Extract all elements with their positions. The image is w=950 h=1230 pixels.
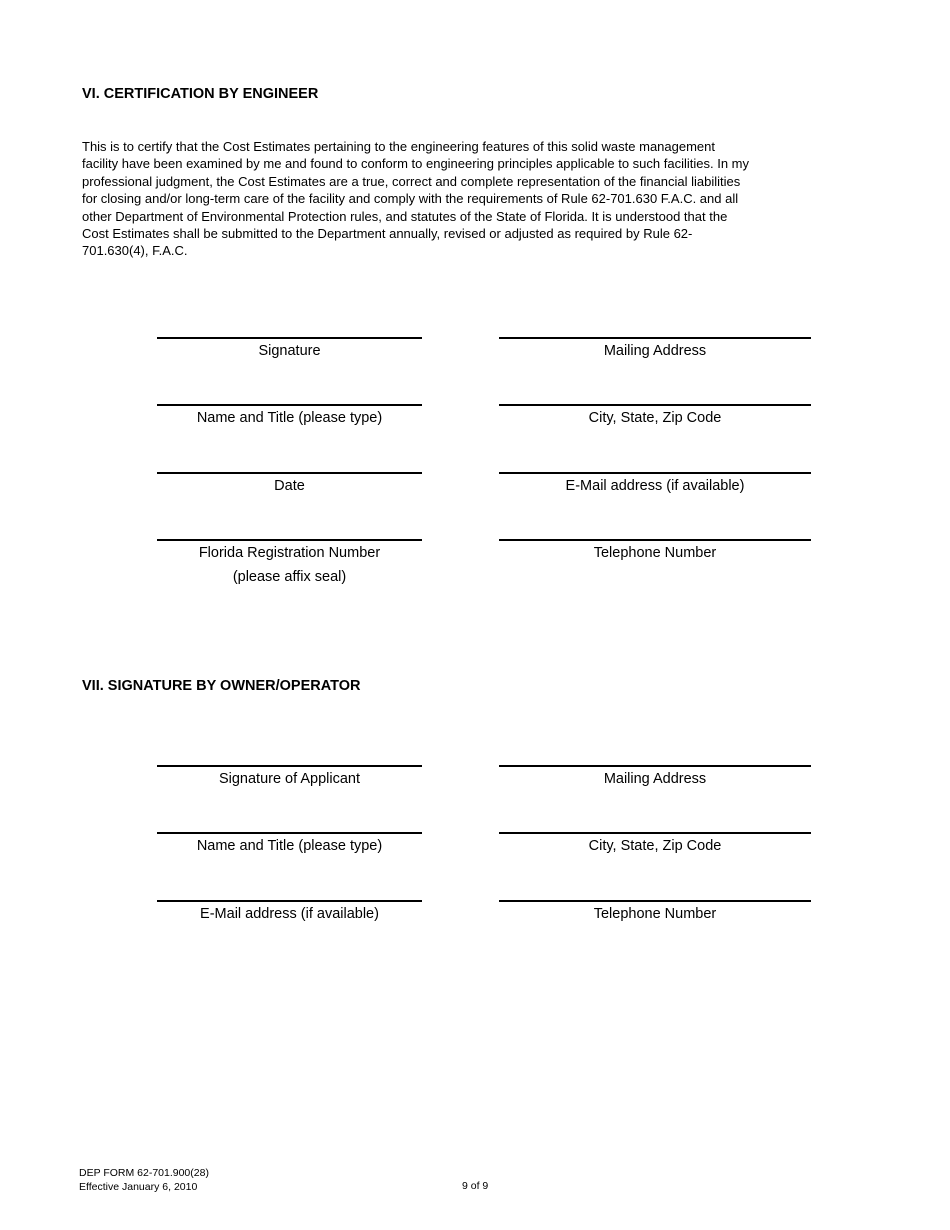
field-sublabel: (please affix seal)	[232, 569, 347, 585]
engineer-email-field[interactable]	[499, 472, 811, 498]
owner-mailing-address-field[interactable]	[499, 765, 811, 791]
field-label: Date	[274, 478, 305, 494]
engineer-signature-field[interactable]	[157, 337, 422, 363]
owner-city-state-zip-field[interactable]	[499, 832, 811, 858]
engineer-registration-field[interactable]	[157, 539, 422, 589]
paragraph-line: 701.630(4), F.A.C.	[82, 243, 188, 259]
owner-name-title-field[interactable]	[157, 832, 422, 858]
engineer-mailing-address-field[interactable]	[499, 337, 811, 363]
field-label: Mailing Address	[603, 343, 707, 359]
field-label: Name and Title (please type)	[196, 410, 383, 426]
field-label: Telephone Number	[593, 545, 717, 561]
field-label: City, State, Zip Code	[588, 410, 722, 426]
owner-telephone-field[interactable]	[499, 900, 811, 926]
applicant-signature-field[interactable]	[157, 765, 422, 791]
engineer-name-title-field[interactable]	[157, 404, 422, 430]
page-number: 9 of 9	[462, 1180, 489, 1192]
paragraph-line: for closing and/or long-term care of the facility and comply with the requirements of Rule 62-701.630 F.A.C. and all	[82, 191, 739, 207]
section-7-title: VII. SIGNATURE BY OWNER/OPERATOR	[82, 678, 361, 694]
field-label: E-Mail address (if available)	[200, 906, 379, 922]
field-label: City, State, Zip Code	[588, 838, 722, 854]
paragraph-line: professional judgment, the Cost Estimates are a true, correct and complete representation of the financial liabilities	[82, 173, 741, 189]
effective-date: Effective January 6, 2010	[79, 1181, 198, 1193]
paragraph-line: other Department of Environmental Protection rules, and statutes of the State of Florida. It is understood that the	[82, 208, 728, 224]
field-label: Mailing Address	[603, 771, 707, 787]
certification-paragraph	[82, 138, 812, 260]
engineer-date-field[interactable]	[157, 472, 422, 498]
engineer-city-state-zip-field[interactable]	[499, 404, 811, 430]
paragraph-line: This is to certify that the Cost Estimates pertaining to the engineering features of this solid waste management	[82, 139, 715, 154]
field-label: Telephone Number	[593, 906, 717, 922]
field-label: E-Mail address (if available)	[565, 478, 745, 494]
field-label: Florida Registration Number	[198, 545, 381, 561]
field-label: Signature	[258, 343, 321, 359]
field-label: Name and Title (please type)	[196, 838, 383, 854]
form-number: DEP FORM 62-701.900(28)	[79, 1167, 209, 1179]
field-label: Signature of Applicant	[218, 771, 361, 787]
paragraph-line: Cost Estimates shall be submitted to the Department annually, revised or adjusted as required by Rule 62-	[82, 226, 693, 242]
owner-email-field[interactable]	[157, 900, 422, 926]
paragraph-line: facility have been examined by me and found to conform to engineering principles applicable to such facilities. In my	[82, 156, 749, 172]
section-6-title: VI. CERTIFICATION BY ENGINEER	[82, 86, 319, 102]
engineer-telephone-field[interactable]	[499, 539, 811, 565]
